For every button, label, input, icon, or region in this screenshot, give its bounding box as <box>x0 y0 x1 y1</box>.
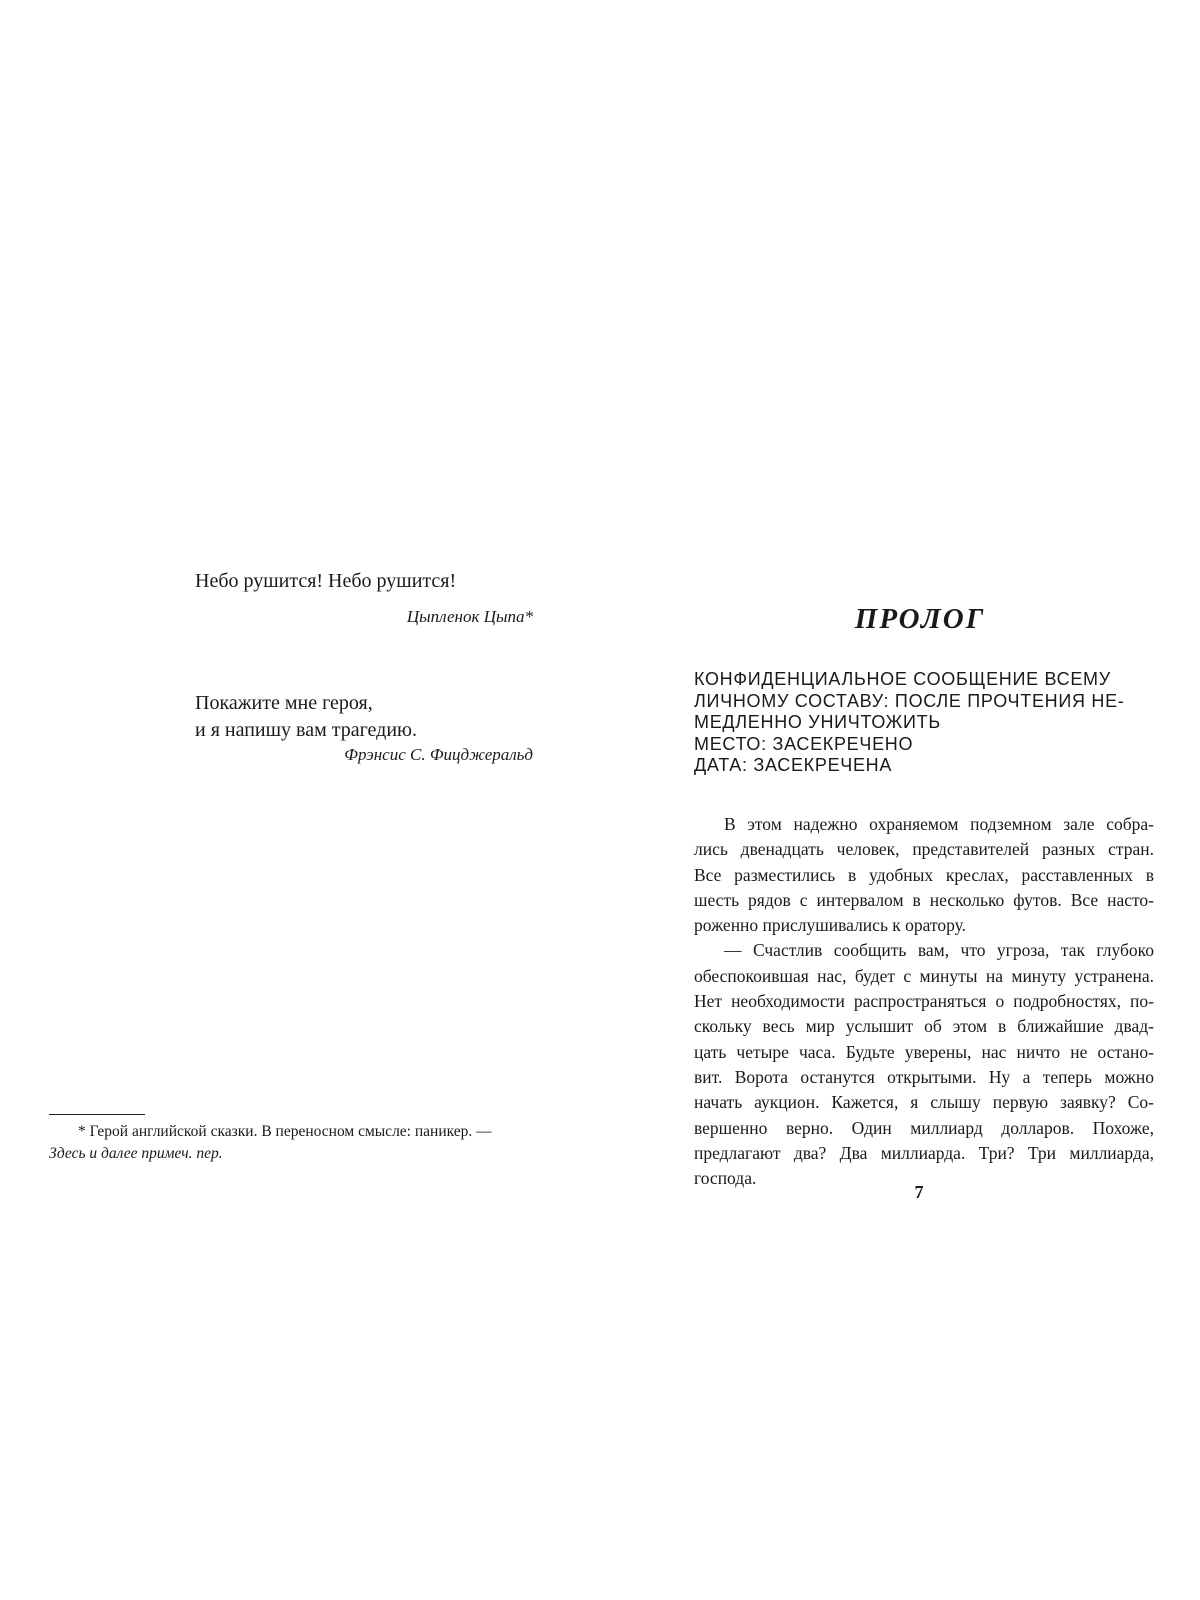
epigraph-2-line: и я напишу вам трагедию. <box>195 719 417 741</box>
footnote-line: * Герой английской сказки. В переносном смысле: паникер. — <box>78 1123 492 1140</box>
paragraph-1 <box>694 812 1154 938</box>
page-number: 7 <box>914 1182 924 1202</box>
confidential-line: ДАТА: ЗАСЕКРЕЧЕНА <box>694 755 893 775</box>
footnote-rule <box>49 1114 145 1115</box>
confidential-line: МЕДЛЕННО УНИЧТОЖИТЬ <box>694 712 941 732</box>
text-line: — Счастлив сообщить вам, что угроза, так глубоко <box>724 940 1154 961</box>
footnote-line: Здесь и далее примеч. пер. <box>49 1145 223 1162</box>
confidential-line: КОНФИДЕНЦИАЛЬНОЕ СООБЩЕНИЕ ВСЕМУ <box>694 669 1111 689</box>
paragraph-2 <box>694 938 1154 1191</box>
body-text <box>694 812 1154 1191</box>
text-line: лись двенадцать человек, представителей разных стран. <box>694 839 1154 860</box>
text-line: В этом надежно охраняемом подземном зале собра- <box>724 814 1154 834</box>
text-line: роженно прислушивались к оратору. <box>694 915 967 936</box>
text-line: вершенно верно. Один миллиард долларов. Похоже, <box>694 1117 1154 1138</box>
text-line: вит. Ворота останутся открытыми. Ну а теперь можно <box>694 1066 1154 1087</box>
text-line: начать аукцион. Кажется, я слышу первую заявку? Со- <box>694 1092 1154 1113</box>
text-line: Нет необходимости распространяться о подробностях, по- <box>694 991 1154 1012</box>
epigraph-2-line: Покажите мне героя, <box>195 692 373 714</box>
footnote <box>49 1121 535 1165</box>
text-line: скольку весь мир услышит об этом в ближайшие двад- <box>694 1016 1154 1037</box>
epigraph-1 <box>195 568 456 595</box>
text-line: цать четыре часа. Будьте уверены, нас ничто не остано- <box>694 1041 1154 1062</box>
text-line: шесть рядов с интервалом в несколько футов. Все насто- <box>694 889 1154 910</box>
epigraph-1-line: Небо рушится! Небо рушится! <box>195 570 457 592</box>
text-line: господа. <box>694 1168 757 1189</box>
epigraph-2 <box>195 690 417 744</box>
chapter-title: ПРОЛОГ <box>854 603 986 635</box>
epigraph-1-author: Цыпленок Цыпа* <box>406 607 533 626</box>
confidential-header <box>694 669 1154 777</box>
confidential-line: ЛИЧНОМУ СОСТАВУ: ПОСЛЕ ПРОЧТЕНИЯ НЕ- <box>694 690 1125 711</box>
text-line: Все разместились в удобных креслах, расставленных в <box>694 864 1154 885</box>
text-line: обеспокоившая нас, будет с минуты на минуту устранена. <box>694 965 1154 986</box>
text-line: предлагают два? Два миллиарда. Три? Три миллиарда, <box>694 1142 1154 1163</box>
epigraph-2-author: Фрэнсис С. Фицджеральд <box>344 745 533 764</box>
confidential-line: МЕСТО: ЗАСЕКРЕЧЕНО <box>694 733 914 754</box>
